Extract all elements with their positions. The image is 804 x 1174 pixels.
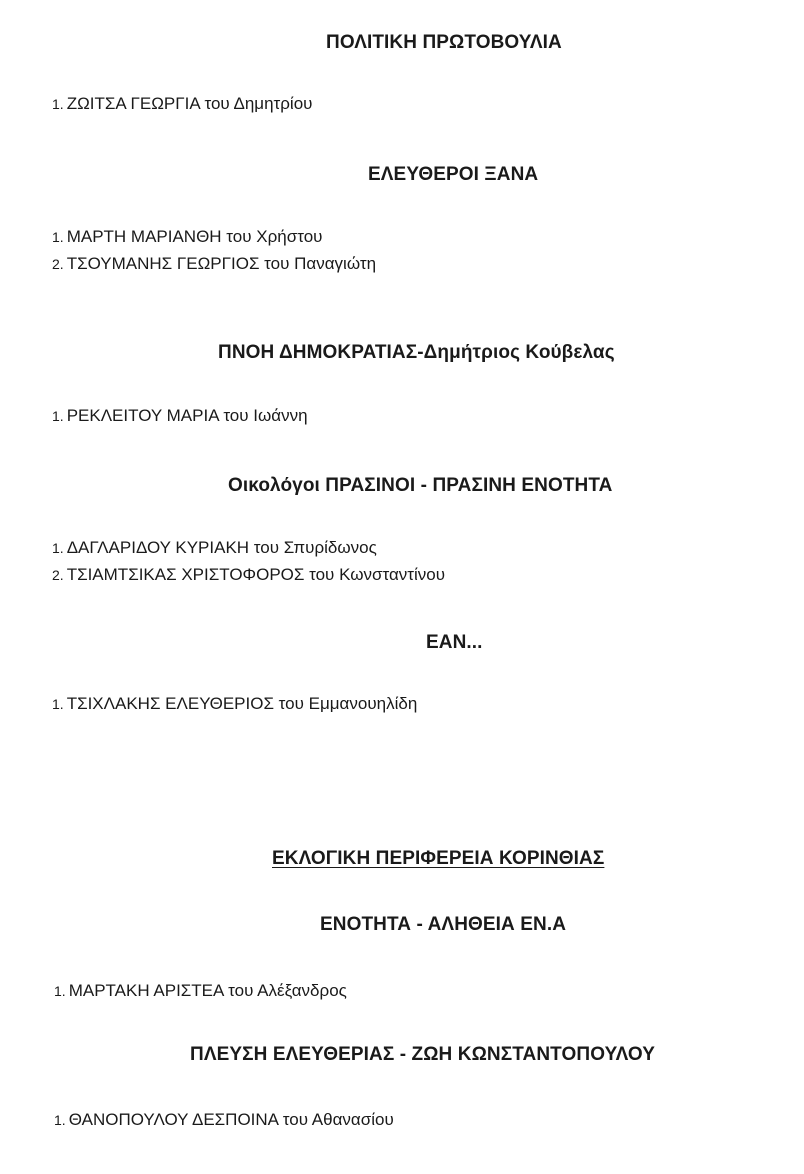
candidate-name: ΜΑΡΤΗ ΜΑΡΙΑΝΘΗ του Χρήστου bbox=[66, 227, 323, 246]
candidate-number: 1. bbox=[52, 408, 64, 424]
candidate-entry bbox=[52, 565, 445, 585]
candidate-number: 2. bbox=[52, 256, 64, 272]
party-heading: ΠΝΟΗ ΔΗΜΟΚΡΑΤΙΑΣ-Δημήτριος Κούβελας bbox=[218, 342, 615, 363]
candidate-number: 1. bbox=[52, 696, 64, 712]
party-heading: ΕΛΕΥΘΕΡΟΙ ΞΑΝΑ bbox=[368, 164, 539, 185]
candidate-name: ΜΑΡΤΑΚΗ ΑΡΙΣΤΕΑ του Αλέξανδρος bbox=[68, 981, 347, 1000]
party-heading: ΕΝΟΤΗΤΑ - ΑΛΗΘΕΙΑ ΕΝ.Α bbox=[320, 914, 567, 935]
region-heading: ΕΚΛΟΓΙΚΗ ΠΕΡΙΦΕΡΕΙΑ ΚΟΡΙΝΘΙΑΣ bbox=[272, 848, 605, 869]
candidate-number: 1. bbox=[54, 1112, 66, 1128]
candidate-number: 1. bbox=[52, 540, 64, 556]
candidate-name: ΡΕΚΛΕΙΤΟΥ ΜΑΡΙΑ του Ιωάννη bbox=[66, 406, 308, 425]
candidate-number: 1. bbox=[54, 983, 66, 999]
candidate-entry bbox=[54, 981, 347, 1001]
candidate-number: 1. bbox=[52, 96, 64, 112]
candidate-entry bbox=[52, 227, 322, 247]
candidate-name: ΤΣΟΥΜΑΝΗΣ ΓΕΩΡΓΙΟΣ του Παναγιώτη bbox=[66, 254, 377, 273]
candidate-entry bbox=[52, 538, 377, 558]
candidate-name: ΖΩΙΤΣΑ ΓΕΩΡΓΙΑ του Δημητρίου bbox=[66, 94, 313, 113]
party-heading: ΠΛΕΥΣΗ ΕΛΕΥΘΕΡΙΑΣ - ΖΩΗ ΚΩΝΣΤΑΝΤΟΠΟΥΛΟΥ bbox=[190, 1044, 656, 1065]
candidate-name: ΔΑΓΛΑΡΙΔΟΥ ΚΥΡΙΑΚΗ του Σπυρίδωνος bbox=[66, 538, 377, 557]
candidate-entry bbox=[54, 1110, 394, 1130]
candidate-entry bbox=[52, 254, 376, 274]
candidate-entry bbox=[52, 94, 312, 114]
candidate-entry bbox=[52, 406, 308, 426]
candidate-number: 2. bbox=[52, 567, 64, 583]
candidate-name: ΘΑΝΟΠΟΥΛΟΥ ΔΕΣΠΟΙΝΑ του Αθανασίου bbox=[68, 1110, 394, 1129]
party-heading: ΠΟΛΙΤΙΚΗ ΠΡΩΤΟΒΟΥΛΙΑ bbox=[326, 32, 562, 53]
party-heading: ΕΑΝ... bbox=[426, 632, 483, 653]
candidate-entry bbox=[52, 694, 417, 714]
candidate-name: ΤΣΙΑΜΤΣΙΚΑΣ ΧΡΙΣΤΟΦΟΡΟΣ του Κωνσταντίνου bbox=[66, 565, 446, 584]
candidate-name: ΤΣΙΧΛΑΚΗΣ ΕΛΕΥΘΕΡΙΟΣ του Εμμανουηλίδη bbox=[66, 694, 418, 713]
party-heading: Οικολόγοι ΠΡΑΣΙΝΟΙ - ΠΡΑΣΙΝΗ ΕΝΟΤΗΤΑ bbox=[228, 475, 613, 496]
candidate-number: 1. bbox=[52, 229, 64, 245]
